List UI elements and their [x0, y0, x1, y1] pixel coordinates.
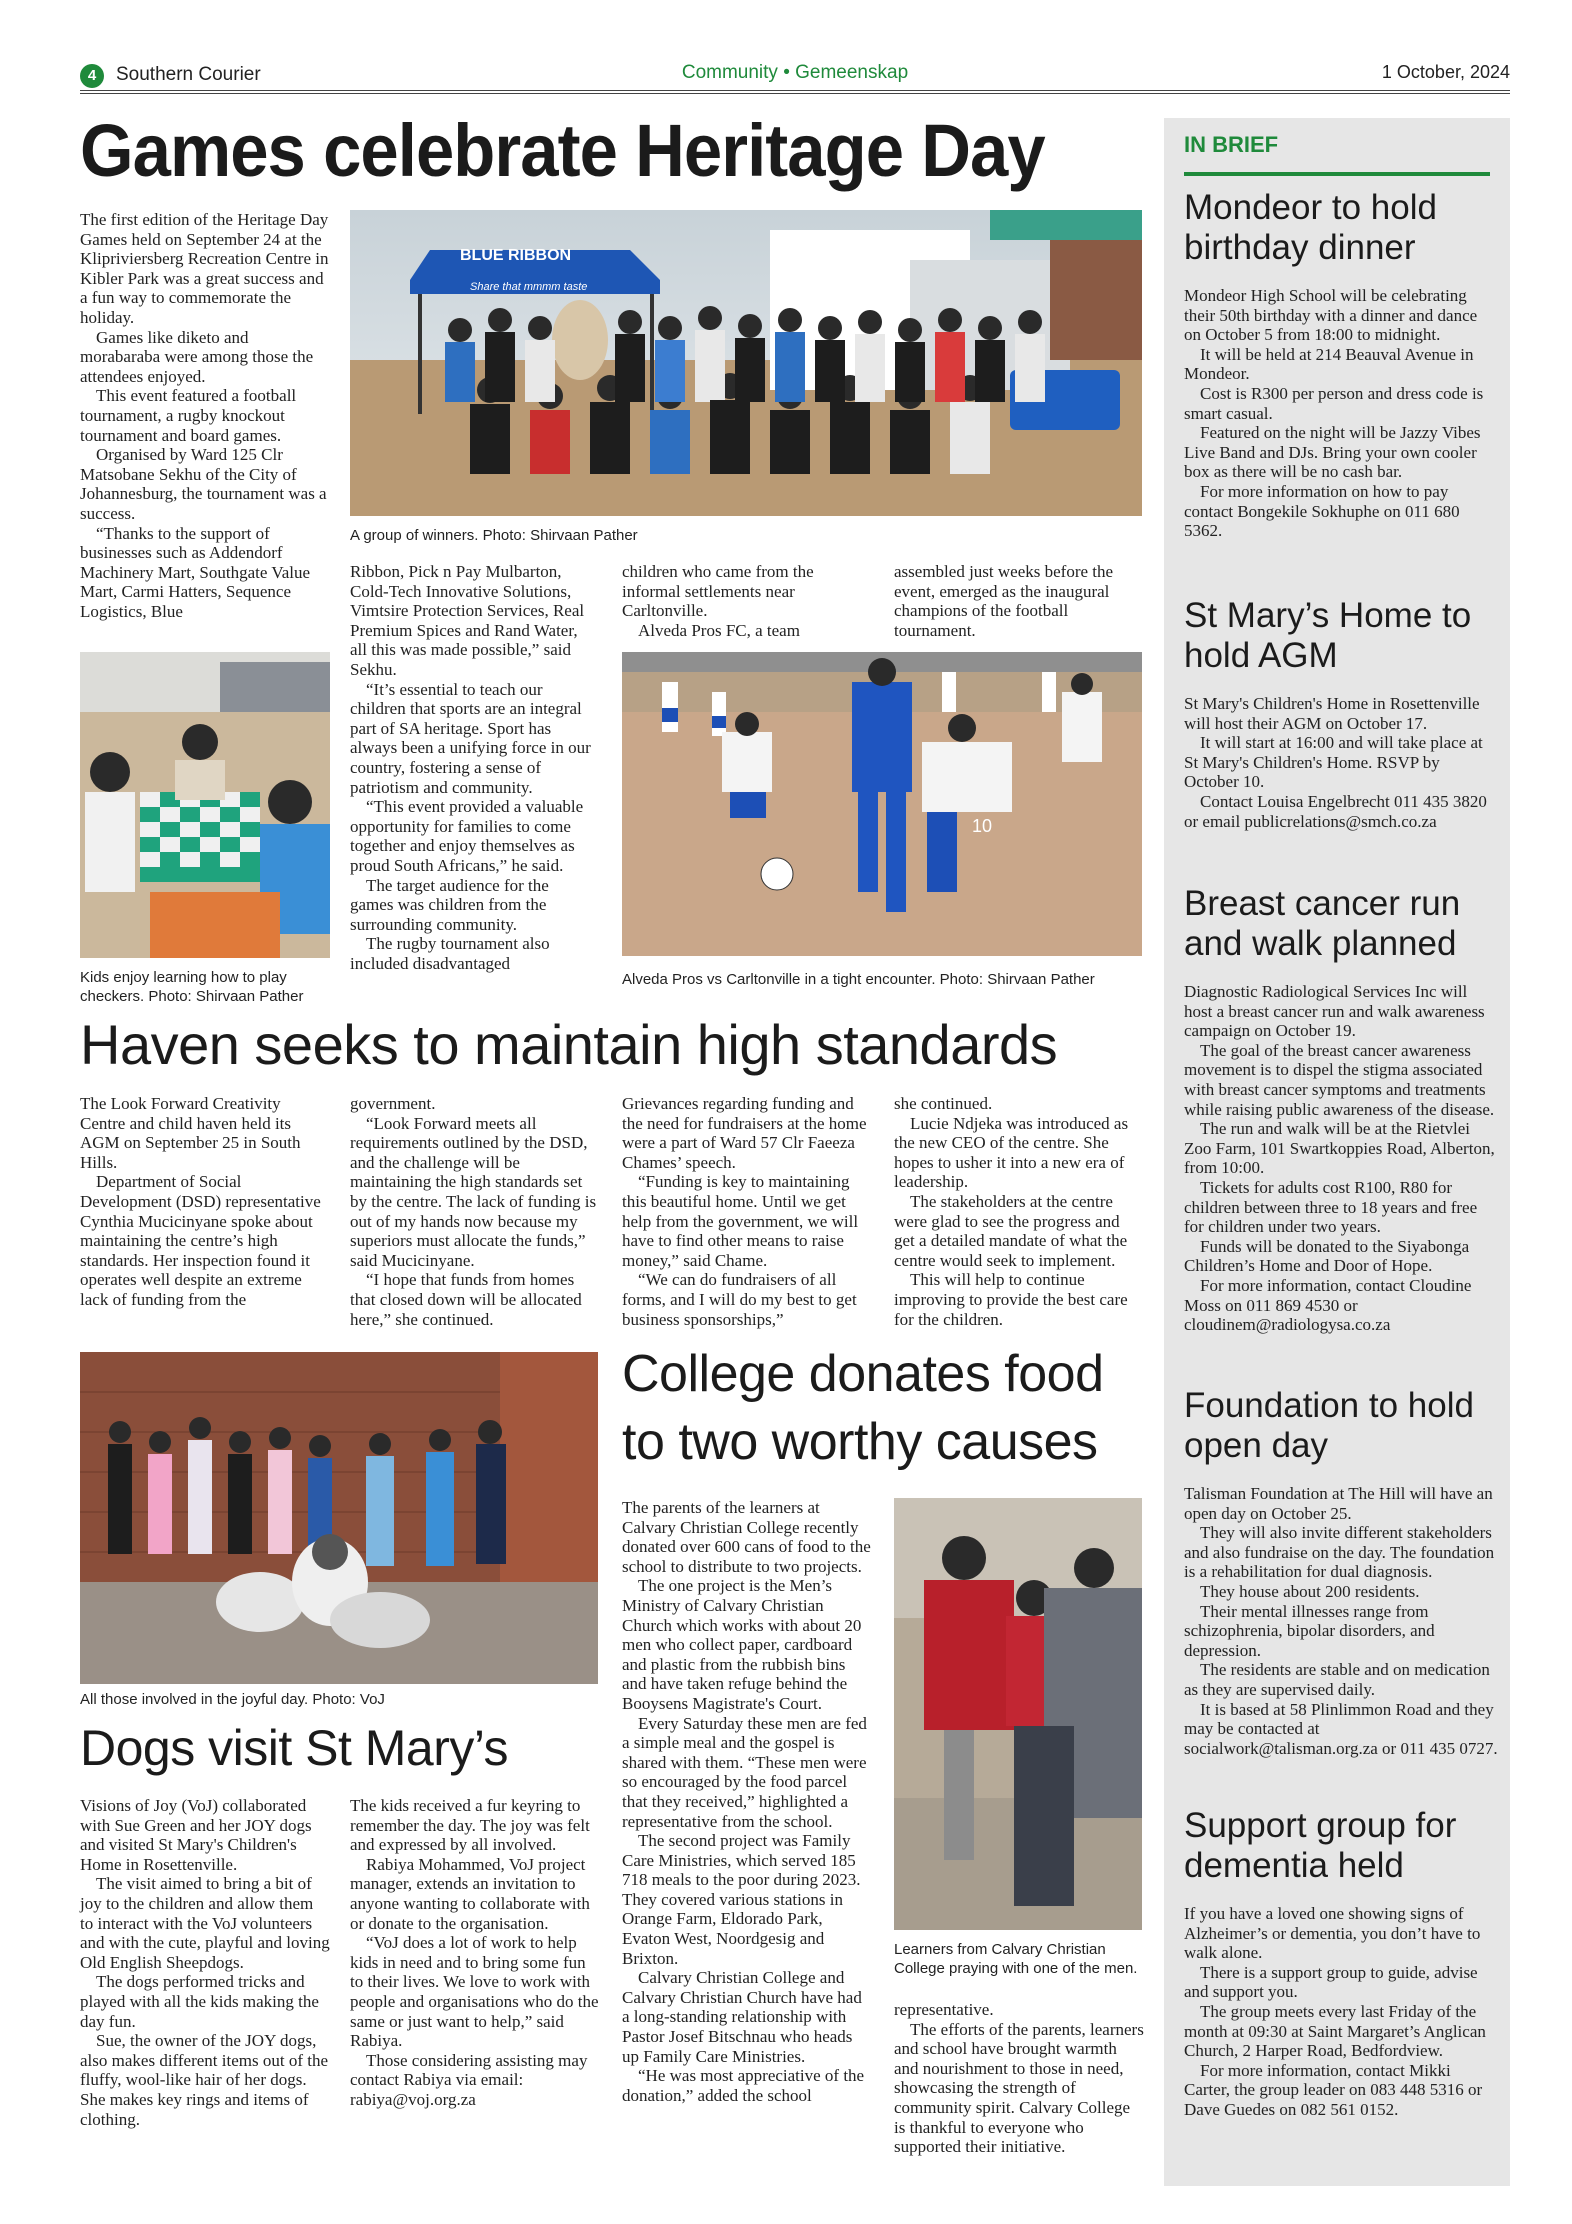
praying-illustration: [894, 1498, 1142, 1930]
paragraph: Rabiya Mohammed, VoJ project manager, extends an invitation to anyone wanting to collaborate with or donate to the organisation.: [350, 1854, 590, 1933]
story1-column-1: [80, 210, 330, 621]
paragraph: “VoJ does a lot of work to help kids in need and to bring some fun to their lives. We love to work with people and organisations who do the same or just want to help,” said Rabiya.: [350, 1933, 599, 2051]
brief-item-st-marys: [1184, 596, 1498, 831]
paragraph: Alveda Pros FC, a team: [638, 620, 800, 640]
paragraph: Visions of Joy (VoJ) collaborated with Sue Green and her JOY dogs and visited St Mary's Children's Home in Rosettenville.: [80, 1796, 312, 1874]
paragraph: It will start at 16:00 and will take place at St Mary's Children's Home. RSVP by October 10.: [1184, 733, 1483, 792]
paragraph: Diagnostic Radiological Services Inc will host a breast cancer run and walk awareness campaign on October 19.: [1184, 982, 1485, 1041]
football-illustration: [622, 652, 1142, 956]
brief-body: [1184, 694, 1498, 831]
brief-item-mondeor: [1184, 188, 1498, 541]
paragraph: Ribbon, Pick n Pay Mulbarton, Cold-Tech Innovative Solutions, Vimtsire Protection Services, Real Premium Spices and Rand Water, all this was made possible,” said Sekhu.: [350, 562, 585, 679]
in-brief-rule: [1184, 172, 1490, 176]
paragraph: The parents of the learners at Calvary Christian College recently donated over 600 cans of food to the school to distribute to two projects.: [622, 1498, 871, 1576]
story2-column-1: [80, 1094, 330, 1310]
paragraph: The stakeholders at the centre were glad to see the progress and get a detailed mandate of what the centre would seek to implement.: [894, 1191, 1128, 1270]
headline-college: [622, 1340, 1152, 1476]
paragraph: “This event provided a valuable opportunity for families to come together and enjoy themselves as proud South Africans,” he said.: [350, 797, 584, 875]
paragraph: assembled just weeks before the event, emerged as the inaugural champions of the football tournament.: [894, 562, 1114, 640]
paragraph: Lucie Ndjeka was introduced as the new CEO of the centre. She hopes to usher it into a new era of leadership.: [894, 1113, 1129, 1192]
brief-headline: Support group for dementia held: [1184, 1806, 1457, 1885]
paragraph: The Look Forward Creativity Centre and child haven held its AGM on September 25 in South Hills.: [80, 1094, 301, 1172]
tent-banner-tagline: Share that mmmm taste: [470, 281, 588, 293]
in-brief-label: IN BRIEF: [1184, 132, 1279, 157]
paragraph: “It’s essential to teach our children that sports are an integral part of SA heritage. Sport has always been a unifying force in our country, fostering a sense of patriotism and community.: [350, 679, 591, 797]
paragraph: “He was most appreciative of the donation,” added the school: [622, 2066, 865, 2105]
paragraph: Cost is R300 per person and dress code is smart casual.: [1184, 383, 1484, 423]
caption-dogs: All those involved in the joyful day. Photo: VoJ: [80, 1691, 385, 1708]
paragraph: Mondeor High School will be celebrating their 50th birthday with a dinner and dance on October 5 from 18:00 to midnight.: [1184, 286, 1478, 345]
paragraph: This event featured a football tournament, a rugby knockout tournament and board games.: [80, 386, 297, 445]
dogs-illustration: [80, 1352, 598, 1684]
paragraph: Calvary Christian College and Calvary Christian Church have had a long-standing relationship with Pastor Josef Bitschnau who heads up Family Care Ministries.: [622, 1968, 862, 2066]
photo-group-of-winners: [350, 210, 1142, 516]
header-rule: [80, 90, 1510, 94]
paragraph: The one project is the Men’s Ministry of Calvary Christian Church which works with about 20 men who collect paper, cardboard and plastic from the rubbish bins and have taken refuge behind the Booysens Magistrate's Court.: [622, 1576, 862, 1713]
caption-praying: Learners from Calvary Christian College praying with one of the men.: [894, 1941, 1138, 1977]
paragraph: “I hope that funds from homes that closed down will be allocated here,” she continued.: [350, 1270, 582, 1329]
brief-item-foundation: [1184, 1386, 1498, 1758]
paragraph: “Funding is key to maintaining this beautiful home. Until we get help from the government, we will have to find other means to raise money,” said Chame.: [622, 1172, 859, 1270]
paragraph: The target audience for the games was children from the surrounding community.: [350, 875, 549, 934]
paragraph: The visit aimed to bring a bit of joy to the children and allow them to interact with the VoJ volunteers and with the cute, playful and loving Old English Sheepdogs.: [80, 1874, 330, 1972]
paragraph: Sue, the owner of the JOY dogs, also makes different items out of the fluffy, wool-like hair of her dogs. She makes key rings and items of clothing.: [80, 2031, 329, 2129]
paragraph: They house about 200 residents.: [1200, 1581, 1420, 1601]
brief-item-breast-cancer: [1184, 884, 1498, 1335]
story1-column-2: [350, 562, 596, 973]
paragraph: The residents are stable and on medication as they are supervised daily.: [1184, 1660, 1490, 1699]
brief-body: [1184, 286, 1498, 541]
paragraph: she continued.: [894, 1094, 993, 1113]
paragraph: government.: [350, 1094, 436, 1113]
photo-learners-praying: [894, 1498, 1142, 1930]
headline-college-line-2: to two worthy causes: [622, 1413, 1098, 1471]
paragraph: They will also invite different stakeholders and also fundraise on the day. The foundation is a rehabilitation for dual diagnosis.: [1184, 1523, 1495, 1582]
headline-heritage-day: Games celebrate Heritage Day: [80, 109, 1045, 192]
brief-headline: Breast cancer run and walk planned: [1184, 884, 1461, 963]
paragraph: “Thanks to the support of businesses such as Addendorf Machinery Mart, Southgate Value Mart, Carmi Hatters, Sequence Logistics, Blue: [80, 523, 311, 621]
paragraph: Contact Louisa Engelbrecht 011 435 3820 or email publicrelations@smch.co.za: [1184, 791, 1487, 831]
paragraph: St Mary's Children's Home in Rosettenville will host their AGM on October 17.: [1184, 694, 1480, 733]
brief-headline: Foundation to hold open day: [1184, 1386, 1474, 1465]
paragraph: It is based at 58 Plinlimmon Road and they may be contacted at socialwork@talisman.org.za or 011 435 0727.: [1184, 1699, 1498, 1758]
paragraph: children who came from the informal settlements near Carltonville.: [622, 562, 814, 621]
paragraph: “Look Forward meets all requirements outlined by the DSD, and the challenge will be maintaining the high standards set by the centre. The lack of funding is out of my hands now because my superiors must allocate the funds,” said Mucicinyane.: [350, 1113, 597, 1270]
brief-headline: St Mary’s Home to hold AGM: [1184, 596, 1472, 675]
paragraph: The group meets every last Friday of the month at 09:30 at Saint Margaret’s Anglican Church, 2 Harper Road, Bedfordview.: [1184, 2001, 1486, 2061]
photo-dogs-visit: [80, 1352, 598, 1684]
paragraph: representative.: [894, 2000, 994, 2019]
paragraph: There is a support group to guide, advise and support you.: [1184, 1962, 1478, 2002]
paragraph: “We can do fundraisers of all forms, and I will do my best to get business sponsorships,”: [622, 1270, 857, 1329]
story3-column-2: [350, 1796, 600, 2110]
paragraph: For more information, contact Mikki Carter, the group leader on 083 448 5316 or Dave Guedes on 082 561 0152.: [1184, 2060, 1483, 2119]
paragraph: Talisman Foundation at The Hill will have an open day on October 25.: [1184, 1484, 1493, 1523]
paragraph: Those considering assisting may contact Rabiya via email: rabiya@voj.org.za: [350, 2050, 588, 2109]
brief-item-dementia: [1184, 1806, 1498, 2120]
story4-column-1: [622, 1498, 872, 2105]
story1-column-4: [894, 562, 1142, 640]
paragraph: Organised by Ward 125 Clr Matsobane Sekhu of the City of Johannesburg, the tournament was a success.: [80, 445, 327, 523]
paragraph: This will help to continue improving to provide the best care for the children.: [894, 1270, 1128, 1329]
publication-name: Southern Courier: [116, 64, 261, 85]
paragraph: Grievances regarding funding and the need for fundraisers at the home were a part of Ward 57 Clr Faeeza Chames’ speech.: [622, 1094, 867, 1172]
paragraph: If you have a loved one showing signs of Alzheimer’s or dementia, you don’t have to walk alone.: [1184, 1904, 1481, 1963]
paragraph: It will be held at 214 Beauval Avenue in Mondeor.: [1184, 344, 1474, 384]
brief-headline: Mondeor to hold birthday dinner: [1184, 188, 1437, 267]
story1-column-3: [622, 562, 872, 640]
paragraph: The rugby tournament also included disadvantaged: [350, 934, 550, 973]
paragraph: Their mental illnesses range from schizophrenia, bipolar disorders, and depression.: [1184, 1601, 1435, 1660]
photo-football-match: [622, 652, 1142, 956]
caption-checkers: Kids enjoy learning how to play checkers. Photo: Shirvaan Pather: [80, 969, 304, 1005]
story3-column-1: [80, 1796, 330, 2129]
story2-column-2: [350, 1094, 600, 1329]
paragraph: The run and walk will be at the Rietvlei Zoo Farm, 101 Swartkoppies Road, Alberton, from 10:00.: [1184, 1119, 1495, 1178]
paragraph: Every Saturday these men are fed a simple meal and the gospel is shared with them. “These men were so encouraged by the food parcel that they received,” highlighted a representative from the school.: [622, 1713, 867, 1831]
paragraph: The goal of the breast cancer awareness movement is to dispel the stigma associated with breast cancer symptoms and treatments while raising public awareness of the disease.: [1184, 1040, 1495, 1119]
paragraph: For more information on how to pay contact Bongekile Sokhuphe on 011 680 5362.: [1184, 481, 1460, 541]
paragraph: Funds will be donated to the Siyabonga Children’s Home and Door of Hope.: [1184, 1236, 1470, 1276]
brief-body: [1184, 1904, 1498, 2120]
story2-column-3: [622, 1094, 872, 1329]
photo-checkers: [80, 652, 330, 958]
checkers-illustration: [80, 652, 330, 958]
caption-winners: A group of winners. Photo: Shirvaan Pather: [350, 527, 638, 544]
paragraph: Games like diketo and morabaraba were among those the attendees enjoyed.: [80, 327, 314, 386]
story2-column-4: [894, 1094, 1144, 1329]
paragraph: The first edition of the Heritage Day Games held on September 24 at the Klipriviersberg Recreation Centre in Kibler Park was a great success and a fun way to commemorate the holiday.: [80, 210, 329, 327]
paragraph: The second project was Family Care Ministries, which served 185 718 meals to the poor during 2023. They covered various stations in Orange Farm, Eldorado Park, Evaton West, Noordgesig and Brixton.: [622, 1831, 861, 1968]
caption-football: Alveda Pros vs Carltonville in a tight encounter. Photo: Shirvaan Pather: [622, 971, 1095, 988]
story4-column-2: [894, 2000, 1144, 2157]
paragraph: The efforts of the parents, learners and school have brought warmth and nourishment to those in need, showcasing the strength of community spirit. Calvary College is thankful to everyone who supported their initiative.: [894, 2019, 1144, 2157]
brief-body: [1184, 982, 1498, 1335]
headline-dogs: Dogs visit St Mary’s: [80, 1720, 509, 1776]
paragraph: The kids received a fur keyring to remember the day. The joy was felt and expressed by all involved.: [350, 1796, 590, 1855]
paragraph: Featured on the night will be Jazzy Vibes Live Band and DJs. Bring your own cooler box as there will be no cash bar.: [1184, 423, 1481, 482]
brief-body: [1184, 1484, 1498, 1758]
tent-banner-text: BLUE RIBBON: [460, 247, 572, 264]
issue-date: 1 October, 2024: [1381, 62, 1510, 82]
jersey-number: 10: [972, 816, 993, 836]
page-number: 4: [80, 64, 104, 88]
paragraph: For more information, contact Cloudine Moss on 011 869 4530 or cloudinem@radiologysa.co.za: [1184, 1275, 1472, 1335]
section-name: Community • Gemeenskap: [681, 62, 909, 83]
page-header: [80, 62, 1510, 90]
paragraph: The dogs performed tricks and played with all the kids making the day fun.: [80, 1972, 319, 2031]
headline-haven: Haven seeks to maintain high standards: [80, 1013, 1058, 1076]
headline-college-line-1: College donates food: [622, 1345, 1104, 1403]
winners-illustration: [350, 210, 1142, 516]
paragraph: Department of Social Development (DSD) representative Cynthia Mucicinyane spoke about maintaining the centre’s high standards. Her inspection found it operates well despite an extreme lack of funding from the: [80, 1172, 321, 1309]
paragraph: Tickets for adults cost R100, R80 for children between three to 18 years and free for children under two years.: [1184, 1177, 1478, 1237]
